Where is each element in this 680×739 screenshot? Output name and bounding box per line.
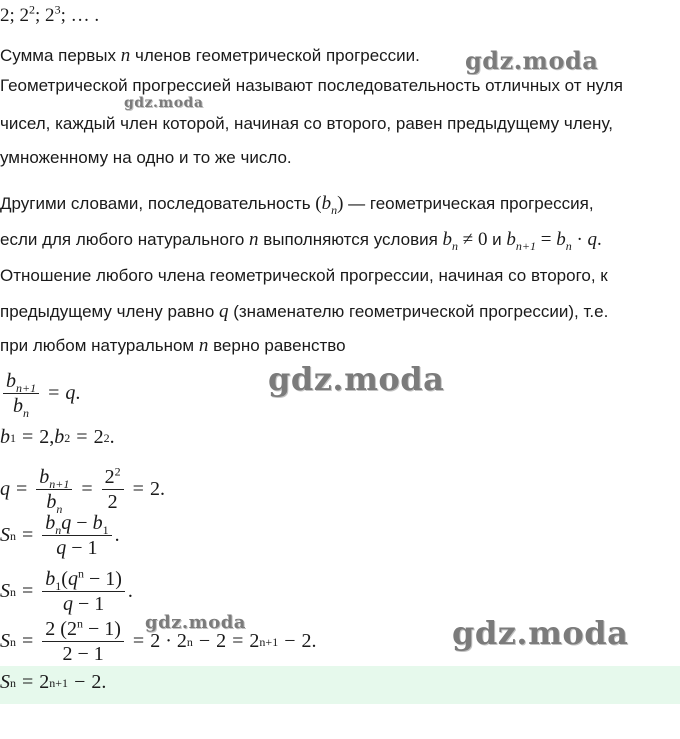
definition-line-3: умноженному на одно и то же число. bbox=[0, 148, 292, 167]
definition-line-1: Геометрической прогрессией называют последовательность отличных от нуля bbox=[0, 76, 623, 95]
formula-given: b 1 = 2, b 2 = 2 2 . bbox=[0, 426, 115, 448]
formula-sum-calc: S n = $\frac{2 (2^n - 1)}{2 - 1}$ = 2 · 2 n − 2 = 2 n+1 − 2. bbox=[0, 616, 317, 665]
watermark: gdz.moda bbox=[124, 95, 204, 111]
formula-ratio-def: $\frac{b_{n+1}}{b_n}$ = q . bbox=[0, 370, 80, 417]
sequence-line: 2; $2^2$; $2^3$; … . bbox=[0, 2, 100, 26]
ratio-line-3: при любом натуральном n верно равенство bbox=[0, 335, 346, 356]
other-words-line-1: Другими словами, последовательность $(b_n)$ — геометрическая прогрессия, bbox=[0, 193, 594, 217]
section-heading: Сумма первых n членов геометрической прогрессии. bbox=[0, 45, 420, 66]
formula-answer: S n = 2 n+1 − 2. bbox=[0, 671, 107, 693]
formula-q-calc: q = $\frac{b_{n+1}}{b_n}$ = $\frac{2^2}{2}$ = 2. bbox=[0, 464, 165, 516]
formula-sum-1: S n = $\frac{b_nq - b_1}{q - 1}$ . bbox=[0, 512, 120, 559]
ratio-line-1: Отношение любого члена геометрической прогрессии, начиная со второго, к bbox=[0, 266, 608, 285]
definition-line-2: чисел, каждый член которой, начиная со второго, равен предыдущему члену, bbox=[0, 114, 613, 133]
watermark: gdz.moda bbox=[145, 612, 246, 633]
watermark: gdz.moda bbox=[268, 360, 445, 398]
watermark: gdz.moda bbox=[452, 614, 629, 652]
formula-sum-2: S n = $\frac{b_1(q^n - 1)}{q - 1}$ . bbox=[0, 566, 133, 615]
other-words-line-2: если для любого натурального n выполняются условия $b_n \ne 0$ и $b_{n+1} = b_n \cdot q$. bbox=[0, 229, 602, 253]
ratio-line-2: предыдущему члену равно q (знаменателю геометрической прогрессии), т.е. bbox=[0, 301, 609, 322]
watermark: gdz.moda bbox=[465, 46, 599, 75]
